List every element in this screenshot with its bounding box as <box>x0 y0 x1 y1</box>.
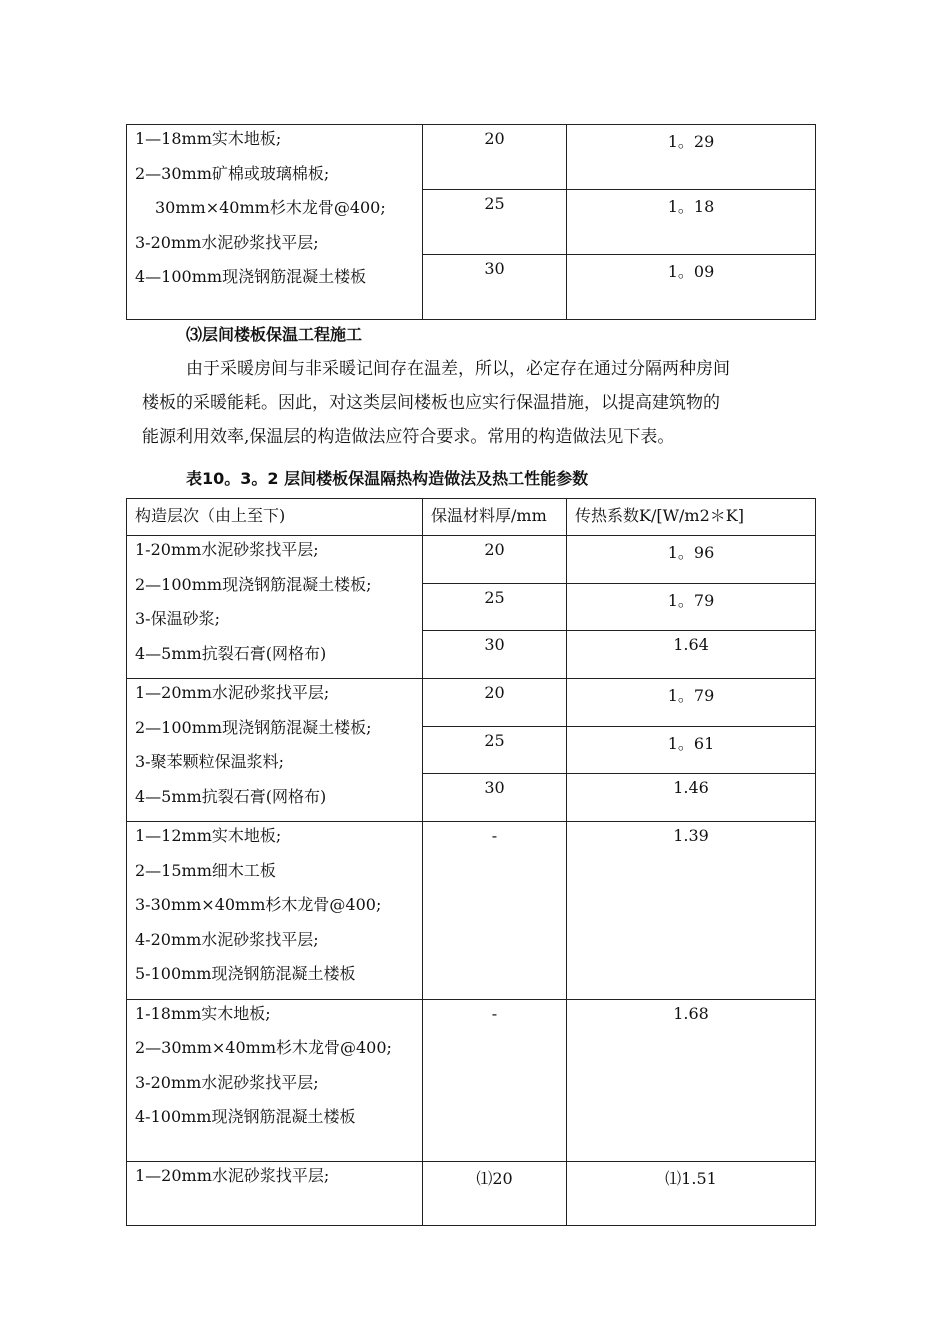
layer-line: 30mm×40mm杉木龙骨@400; <box>155 198 386 217</box>
k-value-cell: 1。79 <box>567 679 816 727</box>
header-cell: 传热系数K/[W/m2＊K] <box>567 499 816 536</box>
layer-line: 2—30mm×40mm杉木龙骨@400; <box>135 1038 392 1057</box>
layer-line: 1—20mm水泥砂浆找平层; <box>135 1165 330 1185</box>
thickness-cell: 25 <box>423 726 567 774</box>
layer-line: 1-20mm水泥砂浆找平层; <box>135 540 319 559</box>
layer-line: 4—5mm抗裂石膏(网格布) <box>135 643 327 663</box>
k-value-cell: 1.39 <box>567 822 816 1000</box>
paragraph-line: 能源利用效率,保温层的构造做法应符合要求。常用的构造做法见下表。 <box>142 427 675 447</box>
thickness-cell: 25 <box>423 583 567 631</box>
thickness-cell: 20 <box>423 679 567 727</box>
paragraph-line: 由于采暖房间与非采暖记间存在温差，所以，必定存在通过分隔两种房间 <box>186 359 730 379</box>
layer-line: 1—18mm实木地板; <box>135 129 282 148</box>
paragraph-line: 楼板的采暖能耗。因此，对这类层间楼板也应实行保温措施，以提高建筑物的 <box>142 393 720 413</box>
layer-line: 4-100mm现浇钢筋混凝土楼板 <box>135 1107 356 1126</box>
thickness-cell: - <box>423 999 567 1161</box>
thickness-cell: ⑴20 <box>423 1161 567 1225</box>
layer-line: 1—12mm实木地板; <box>135 826 282 845</box>
layer-line: 4-20mm水泥砂浆找平层; <box>135 929 319 949</box>
thickness-cell: 20 <box>423 125 567 190</box>
k-value-cell: ⑴1.51 <box>567 1161 816 1225</box>
thickness-cell: 30 <box>423 255 567 320</box>
k-value-cell: 1。09 <box>567 255 816 320</box>
k-value-cell: 1.64 <box>567 631 816 679</box>
layer-line: 2—100mm现浇钢筋混凝土楼板; <box>135 574 372 594</box>
k-value-cell: 1.46 <box>567 774 816 822</box>
layer-line: 1-18mm实木地板; <box>135 1003 271 1023</box>
k-value-cell: 1。96 <box>567 536 816 584</box>
thickness-cell: 30 <box>423 774 567 822</box>
k-value-cell: 1。29 <box>567 125 816 190</box>
k-value-cell: 1。79 <box>567 583 816 631</box>
section-heading: ⑶层间楼板保温工程施工 <box>186 325 363 344</box>
body-paragraph <box>142 352 817 454</box>
layer-line: 2—15mm细木工板 <box>135 860 276 880</box>
thickness-cell: 30 <box>423 631 567 679</box>
thickness-cell: 25 <box>423 190 567 255</box>
layer-cell <box>127 679 423 822</box>
k-value-cell: 1。61 <box>567 726 816 774</box>
thickness-cell: - <box>423 822 567 1000</box>
layer-line: 3-聚苯颗粒保温浆料; <box>135 752 284 771</box>
top-table <box>126 124 816 320</box>
layer-line: 3-20mm水泥砂浆找平层; <box>135 232 319 252</box>
table-caption: 表10。3。2 层间楼板保温隔热构造做法及热工性能参数 <box>186 469 589 488</box>
layer-cell <box>127 536 423 679</box>
layer-cell <box>127 125 423 320</box>
layer-cell <box>127 999 423 1161</box>
layer-cell <box>127 822 423 1000</box>
layer-line: 4—5mm抗裂石膏(网格布) <box>135 786 327 806</box>
k-value-cell: 1。18 <box>567 190 816 255</box>
layer-line: 1—20mm水泥砂浆找平层; <box>135 683 330 702</box>
main-table <box>126 498 816 1226</box>
layer-line: 2—100mm现浇钢筋混凝土楼板; <box>135 717 372 737</box>
layer-line: 3-保温砂浆; <box>135 609 220 628</box>
layer-cell <box>127 1161 423 1225</box>
layer-line: 2—30mm矿棉或玻璃棉板; <box>135 163 330 183</box>
layer-line: 4—100mm现浇钢筋混凝土楼板 <box>135 267 367 286</box>
layer-line: 3-20mm水泥砂浆找平层; <box>135 1072 319 1092</box>
header-cell: 构造层次（由上至下) <box>127 499 423 536</box>
thickness-cell: 20 <box>423 536 567 584</box>
k-value-cell: 1.68 <box>567 999 816 1161</box>
layer-line: 5-100mm现浇钢筋混凝土楼板 <box>135 964 356 983</box>
header-cell: 保温材料厚/mm <box>423 499 567 536</box>
layer-line: 3-30mm×40mm杉木龙骨@400; <box>135 895 382 914</box>
